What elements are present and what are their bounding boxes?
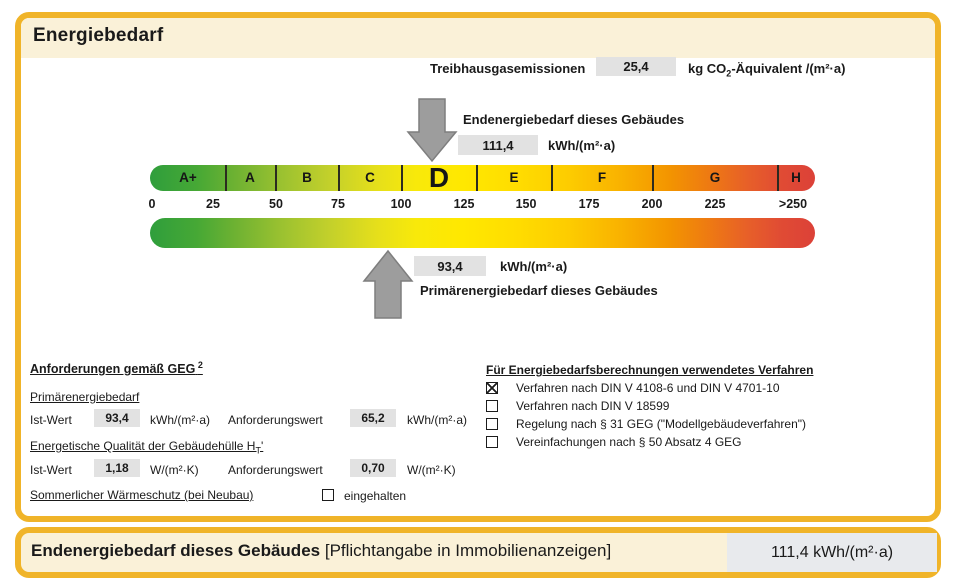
class-divider xyxy=(476,165,478,191)
envelope-req-value: 0,70 xyxy=(361,461,385,475)
footer-value-box xyxy=(727,533,937,572)
scale-tick: 50 xyxy=(269,197,283,211)
class-label-c: C xyxy=(365,170,375,185)
primary-energy-requirement-title: Primärenergiebedarf xyxy=(30,390,140,404)
primary-ist-value: 93,4 xyxy=(105,411,129,425)
primary-energy-arrow-icon xyxy=(364,251,412,318)
end-energy-unit: kWh/(m²·a) xyxy=(548,138,616,153)
ghg-value: 25,4 xyxy=(623,59,649,74)
footer-value: 111,4 kWh/(m²·a) xyxy=(770,543,894,561)
footer-subtitle: [Pflichtangabe in Immobilienanzeigen] xyxy=(324,541,612,560)
class-label-a-plus: A+ xyxy=(179,170,197,185)
class-label-f: F xyxy=(597,170,607,185)
scale-tick: 100 xyxy=(390,197,412,211)
primary-energy-value: 93,4 xyxy=(437,258,463,274)
summer-heat-protection-checkbox-label: eingehalten xyxy=(344,489,407,503)
method-checkbox-paragraph-31[interactable] xyxy=(486,418,498,430)
class-label-h: H xyxy=(791,170,801,185)
envelope-req-unit: W/(m²·K) xyxy=(407,463,456,477)
class-divider xyxy=(275,165,277,191)
anforderungswert-label: Anforderungswert xyxy=(228,463,323,477)
efficiency-class-scale xyxy=(150,162,815,193)
ist-wert-label: Ist-Wert xyxy=(30,413,72,427)
class-divider xyxy=(777,165,779,191)
primary-req-value-box xyxy=(350,409,396,427)
method-checkbox-din-18599[interactable] xyxy=(486,400,498,412)
ghg-unit: kg $CO_2$-Äquivalent /(m²·a) xyxy=(688,61,846,79)
end-energy-label: Endenergiebedarf dieses Gebäudes xyxy=(463,112,685,127)
class-label-a: A xyxy=(245,170,255,185)
footer-title xyxy=(31,541,611,561)
scale-tick: 75 xyxy=(331,197,345,211)
scale-tick: >250 xyxy=(778,197,808,211)
method-option-label: Verfahren nach DIN V 18599 xyxy=(516,399,670,413)
anforderungswert-label: Anforderungswert xyxy=(228,413,323,427)
envelope-quality-title: Energetische Qualität der Gebäudehülle $H_T'$ xyxy=(30,439,264,456)
primary-ist-value-box xyxy=(94,409,140,427)
class-label-g: G xyxy=(709,170,721,185)
scale-tick: 125 xyxy=(453,197,475,211)
primary-ist-unit: kWh/(m²·a) xyxy=(150,413,210,427)
primary-energy-value-box xyxy=(414,256,486,276)
envelope-req-value-box xyxy=(350,459,396,477)
ghg-label: Treibhausgasemissionen xyxy=(430,61,586,76)
envelope-ist-value: 1,18 xyxy=(105,461,129,475)
scale-tick: 150 xyxy=(515,197,537,211)
scale-tick: 25 xyxy=(206,197,220,211)
method-option-label: Verfahren nach DIN V 4108-6 und DIN V 4701-10 xyxy=(516,381,780,395)
method-checkbox-din-4108[interactable] xyxy=(486,382,498,394)
method-checkbox-paragraph-50[interactable] xyxy=(486,436,498,448)
class-divider xyxy=(551,165,553,191)
class-label-b: B xyxy=(302,170,312,185)
requirements-heading: Anforderungen gemäß GEG $^2$ xyxy=(30,360,203,377)
class-label-e: E xyxy=(509,170,519,185)
envelope-ist-value-box xyxy=(94,459,140,477)
end-energy-value-box xyxy=(458,135,538,155)
method-option-label: Vereinfachungen nach § 50 Absatz 4 GEG xyxy=(516,435,742,449)
class-divider xyxy=(225,165,227,191)
method-heading: Für Energiebedarfsberechnungen verwendetes Verfahren xyxy=(486,363,814,377)
primary-req-value: 65,2 xyxy=(361,411,385,425)
primary-req-unit: kWh/(m²·a) xyxy=(407,413,467,427)
envelope-ist-unit: W/(m²·K) xyxy=(150,463,199,477)
end-energy-arrow-icon xyxy=(408,99,456,161)
footer-title-bold: Endenergiebedarf dieses Gebäudes xyxy=(31,541,321,560)
class-divider xyxy=(401,165,403,191)
method-option-label: Regelung nach § 31 GEG ("Modellgebäudeverfahren") xyxy=(516,417,807,431)
class-divider xyxy=(652,165,654,191)
primary-energy-unit: kWh/(m²·a) xyxy=(500,259,568,274)
class-divider xyxy=(338,165,340,191)
end-energy-value: 111,4 xyxy=(482,137,514,153)
scale-tick: 200 xyxy=(641,197,663,211)
scale-tick: 225 xyxy=(704,197,726,211)
primary-energy-label: Primärenergiebedarf dieses Gebäudes xyxy=(420,283,658,298)
ghg-value-box xyxy=(596,57,676,76)
page-title: Energiebedarf xyxy=(33,25,164,46)
scale-tick: 0 xyxy=(148,197,156,211)
summer-heat-protection-title: Sommerlicher Wärmeschutz (bei Neubau) xyxy=(30,488,254,502)
scale-tick: 175 xyxy=(578,197,600,211)
primary-energy-scale-bar xyxy=(150,218,815,248)
summer-heat-protection-checkbox[interactable] xyxy=(322,489,334,501)
class-label-d-highlighted: D xyxy=(428,162,450,193)
ist-wert-label: Ist-Wert xyxy=(30,463,72,477)
